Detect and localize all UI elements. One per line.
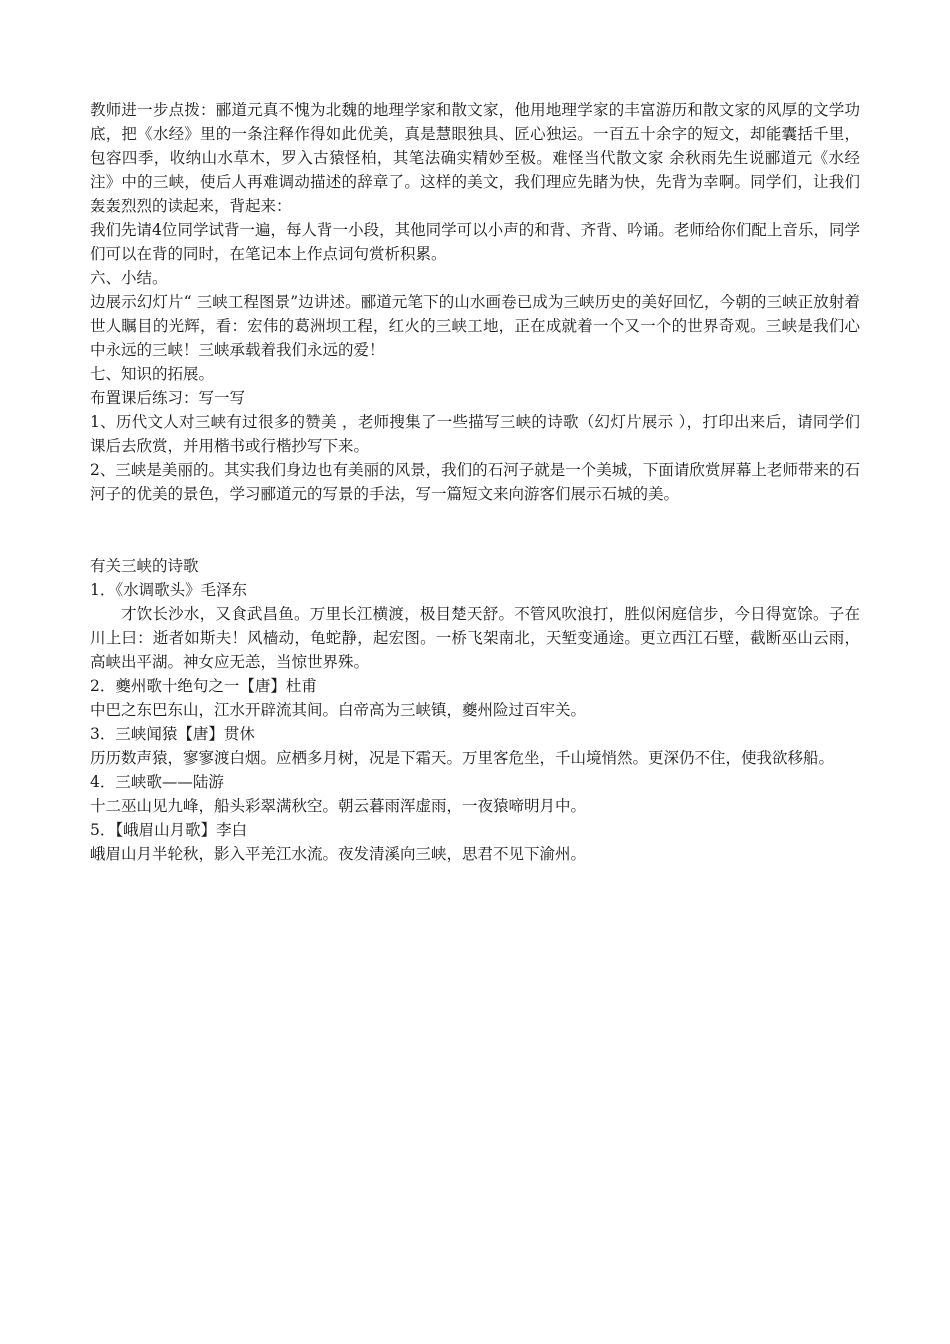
assignment-line: 布置课后练习：写一写	[90, 389, 246, 407]
section-spacer	[90, 506, 860, 554]
document-page	[90, 98, 860, 866]
section-seven-heading: 七、知识的拓展。	[90, 365, 215, 383]
poem-5-text: 峨眉山月半轮秋，影入平羌江水流。夜发清溪向三峡，思君不见下渝州。	[90, 845, 587, 863]
poem-4-text: 十二巫山见九峰，船头彩翠满秋空。朝云暮雨浑虚雨，一夜猿啼明月中。	[90, 797, 587, 815]
recitation-paragraph: 我们先请4位同学试背一遍，每人背一小段，其他同学可以小声的和背、齐背、吟诵。老师给你们配上音乐，同学们可以在背的同时，在笔记本上作点词句赏析积累。	[90, 221, 860, 263]
poem-2-heading: 2．夔州歌十绝句之一【唐】杜甫	[90, 677, 317, 695]
poem-3-text: 历历数声猿，寥寥渡白烟。应栖多月树，况是下霜天。万里客危坐，千山境悄然。更深仍不住，使我欲移船。	[90, 749, 835, 767]
teacher-comment-paragraph: 教师进一步点拨：郦道元真不愧为北魏的地理学家和散文家，他用地理学家的丰富游历和散文家的风厚的文学功底，把《水经》里的一条注释作得如此优美，真是慧眼独具、匠心独运。一百五十余字的短文，却能囊括千里，包容四季，收纳山水草木，罗入古猿怪柏，其笔法确实精妙至极。难怪当代散文家 余秋雨先生说郦道元《水经注》中的三峡，使后人再难调动描述的辞章了。这样的美文，我们理应先睹为快，先背为幸啊。同学们，让我们轰轰烈烈的读起来，背起来：	[90, 101, 860, 215]
poem-1-heading: 1．《水调歌头》毛泽东	[90, 581, 248, 599]
poem-2-text: 中巴之东巴东山，江水开辟流其间。白帝高为三峡镇，夔州险过百牢关。	[90, 701, 587, 719]
section-six-heading: 六、小结。	[90, 269, 168, 287]
section-six-body: 边展示幻灯片“ 三峡工程图景”边讲述。郦道元笔下的山水画卷已成为三峡历史的美好回忆，今朝的三峡正放射着世人瞩目的光辉，看：宏伟的葛洲坝工程，红火的三峡工地，正在成就着一个又一个的世界奇观。三峡是我们心中永远的三峡！三峡承载着我们永远的爱！	[90, 293, 860, 359]
poem-1-text: 才饮长沙水，又食武昌鱼。万里长江横渡，极目楚天舒。不管风吹浪打，胜似闲庭信步，今日得宽馀。子在川上曰：逝者如斯夫！风樯动，龟蛇静，起宏图。一桥飞架南北，天堑变通途。更立西江石壁，截断巫山云雨，高峡出平湖。神女应无恙，当惊世界殊。	[90, 605, 860, 671]
poems-title: 有关三峡的诗歌	[90, 557, 199, 575]
poem-5-heading: 5．【峨眉山月歌】李白	[90, 821, 248, 839]
task-1-paragraph: 1、历代文人对三峡有过很多的赞美 ，老师搜集了一些描写三峡的诗歌（幻灯片展示 ），打印出来后，请同学们课后去欣赏，并用楷书或行楷抄写下来。	[90, 413, 860, 455]
poem-4-heading: 4．三峡歌——陆游	[90, 773, 224, 791]
task-2-paragraph: 2、三峡是美丽的。其实我们身边也有美丽的风景，我们的石河子就是一个美城，下面请欣赏屏幕上老师带来的石河子的优美的景色，学习郦道元的写景的手法，写一篇短文来向游客们展示石城的美。	[90, 461, 860, 503]
poem-3-heading: 3．三峡闻猿【唐】贯休	[90, 725, 255, 743]
